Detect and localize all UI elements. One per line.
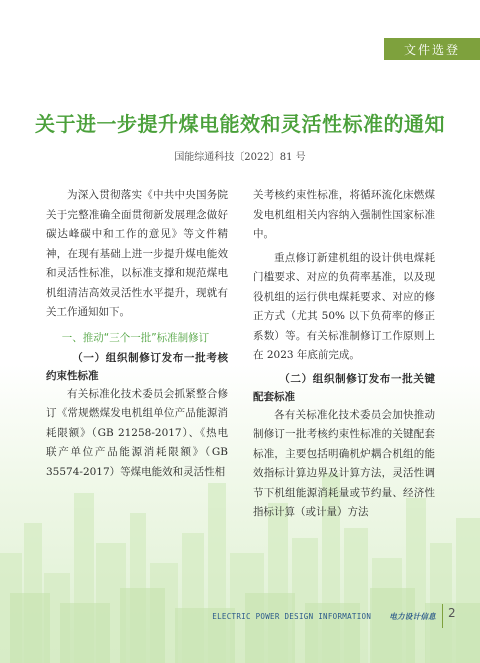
right-column [253, 186, 435, 523]
continued-paragraph: 关考核约束性标准，将循环流化床燃煤发电机组相关内容纳入强制性国家标准中。 [253, 189, 435, 240]
article-title: 关于进一步提升煤电能效和灵活性标准的通知 [35, 112, 445, 136]
journal-name-en: ELECTRIC POWER DESIGN INFORMATION [212, 611, 372, 621]
body-paragraph: 重点修订新建机组的设计供电煤耗门槛要求、对应的负荷率基准，以及现役机组的运行供电煤耗要求、对应的修正方式（尤其 50% 以下负荷率的修正系数）等。有关标准制修订工作原则上在 2023 年底前完成。 [253, 251, 435, 361]
intro-paragraph: 为深入贯彻落实《中共中央国务院关于完整准确全面贯彻新发展理念做好碳达峰碳中和工作的意见》等文件精神，在现有基础上进一步提升煤电能效和灵活性标准，以标准支撑和规范煤电机组清洁高效灵活性水平提升，现就有关工作通知如下。 [46, 189, 228, 318]
section-heading-1: 一、推动“三个一批”标准制修订 [61, 331, 210, 344]
subsection-heading-1: （一）组织制修订发布一批考核约束性标准 [46, 351, 228, 382]
left-column [46, 186, 228, 482]
body-paragraph: 有关标准化技术委员会抓紧整合修订《常规燃煤发电机组单位产品能源消耗限额》（GB 21258-2017）、《热电联产单位产品能源消耗限额》（GB 35574-2017）等煤电能效和灵活性相 [46, 387, 228, 478]
body-paragraph: 各有关标准化技术委员会加快推动制修订一批考核约束性标准的关键配套标准，主要包括明确机炉耦合机组的能效指标计算边界及计算方法，灵活性调节下机组能源消耗量或节约量、经济性指标计算（或计量）方法 [253, 408, 435, 518]
footer-divider [442, 604, 443, 628]
section-tag: 文件选登 [384, 38, 480, 60]
document-number: 国能综通科技〔2022〕81 号 [174, 152, 306, 163]
subsection-heading-2: （二）组织制修订发布一批关键配套标准 [253, 372, 435, 403]
journal-name-cn: 电力设计信息 [389, 611, 436, 621]
footer-journal [176, 608, 436, 624]
page-number: 2 [448, 606, 456, 620]
